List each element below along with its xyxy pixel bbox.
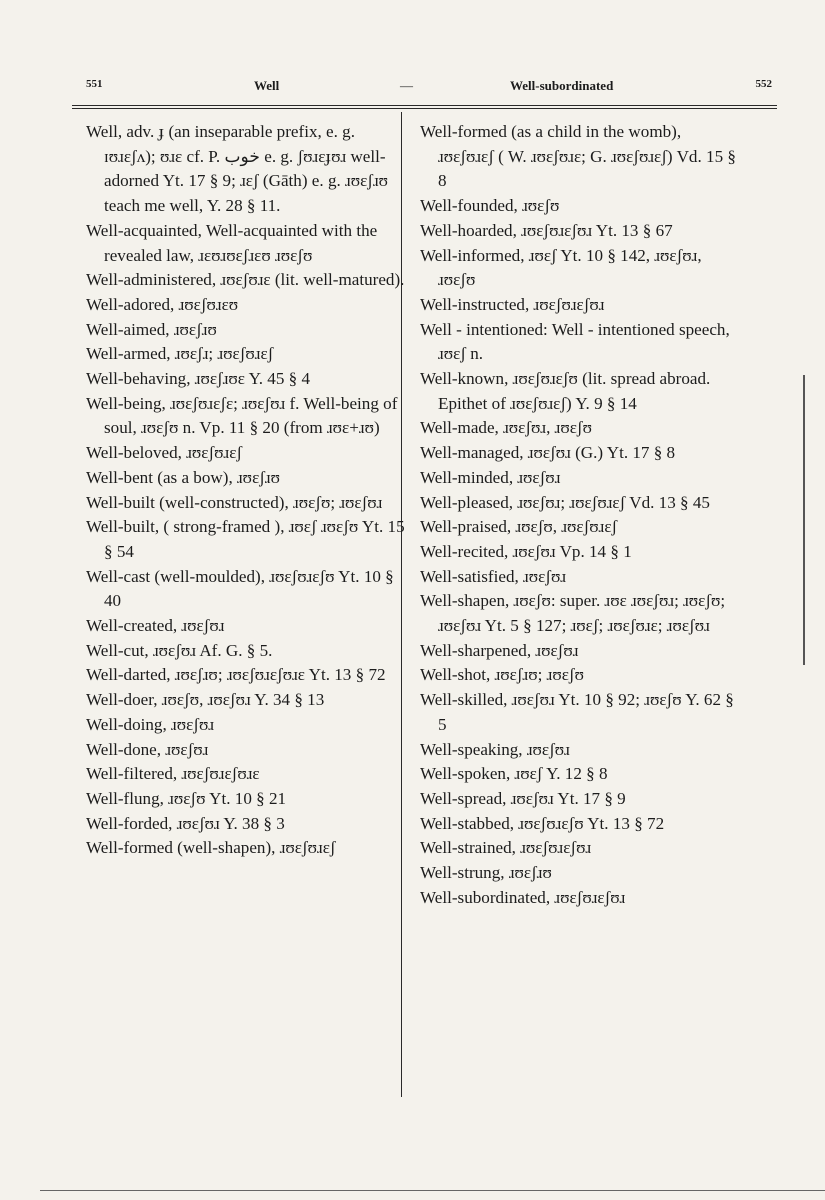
dictionary-entry: Well-behaving, ɹʊɛʃɹʊɛ Y. 45 § 4: [86, 369, 311, 389]
dictionary-entry: Well-hoarded, ɹʊɛʃʊɹɛʃʊɹ Yt. 13 § 67: [420, 220, 673, 240]
dictionary-entry: Well-strained, ɹʊɛʃʊɹɛʃʊɹ: [420, 838, 592, 858]
dictionary-entry: Well-spread, ɹʊɛʃʊɹ Yt. 17 § 9: [420, 788, 626, 808]
dictionary-entry: Well-founded, ɹʊɛʃʊ: [420, 196, 560, 216]
right-column: [420, 120, 740, 911]
dictionary-entry: Well - intentioned: Well - intentioned speech, ɹʊɛʃ n.: [420, 319, 730, 364]
dictionary-entry: Well-doer, ɹʊɛʃʊ, ɹʊɛʃʊɹ Y. 34 § 13: [86, 690, 325, 710]
dictionary-entry: Well-darted, ɹʊɛʃɹʊ; ɹʊɛʃʊɹɛʃʊɹɛ Yt. 13 § 72: [86, 665, 386, 685]
dictionary-entry: Well-doing, ɹʊɛʃʊɹ: [86, 714, 215, 734]
dictionary-entry: Well-formed (as a child in the womb), ɹʊɛʃʊɹɛʃ ( W. ɹʊɛʃʊɹɛ; G. ɹʊɛʃʊɹɛʃ) Vd. 15 § 8: [420, 122, 736, 191]
header-rule-top: [72, 105, 777, 106]
dictionary-entry: Well-administered, ɹʊɛʃʊɹɛ (lit. well-matured).: [86, 270, 405, 290]
dictionary-entry: Well-skilled, ɹʊɛʃʊɹ Yt. 10 § 92; ɹʊɛʃʊ Y. 62 § 5: [420, 690, 734, 734]
dictionary-entry: Well-speaking, ɹʊɛʃʊɹ: [420, 739, 570, 759]
dictionary-entry: Well-built, ( strong-framed ), ɹʊɛʃ ɹʊɛʃʊ Yt. 15 § 54: [86, 517, 405, 561]
dictionary-entry: Well-filtered, ɹʊɛʃʊɹɛʃʊɹɛ: [86, 764, 260, 784]
dictionary-entry: Well-shot, ɹʊɛʃɹʊ; ɹʊɛʃʊ: [420, 665, 584, 685]
dictionary-entry: Well-spoken, ɹʊɛʃ Y. 12 § 8: [420, 764, 608, 784]
dictionary-entry: Well-strung, ɹʊɛʃɹʊ: [420, 863, 552, 883]
dictionary-entry: Well-subordinated, ɹʊɛʃʊɹɛʃʊɹ: [420, 887, 626, 907]
left-column: [86, 120, 406, 861]
dictionary-entry: Well-cast (well-moulded), ɹʊɛʃʊɹɛʃʊ Yt. 10 § 40: [86, 566, 394, 611]
dictionary-entry: Well-made, ɹʊɛʃʊɹ, ɹʊɛʃʊ: [420, 418, 592, 438]
dictionary-entry: Well-done, ɹʊɛʃʊɹ: [86, 739, 209, 759]
header-title-right: Well-subordinated: [510, 78, 614, 93]
page-bottom-edge: [40, 1190, 825, 1191]
dictionary-entry: Well-beloved, ɹʊɛʃʊɹɛʃ: [86, 443, 243, 463]
dictionary-entry: Well-formed (well-shapen), ɹʊɛʃʊɹɛʃ: [86, 838, 336, 858]
dictionary-entry: Well-satisfied, ɹʊɛʃʊɹ: [420, 566, 567, 586]
dictionary-entry: Well-sharpened, ɹʊɛʃʊɹ: [420, 640, 579, 660]
dictionary-entry: Well-acquainted, Well-acquainted with the revealed law, ɹɛʊɹʊɛʃɹɛʊ ɹʊɛʃʊ: [86, 220, 378, 265]
dictionary-entry: Well-built (well-constructed), ɹʊɛʃʊ; ɹʊɛʃʊɹ: [86, 492, 383, 512]
dictionary-entry: Well-cut, ɹʊɛʃʊɹ Af. G. § 5.: [86, 640, 273, 660]
dictionary-entry: Well-pleased, ɹʊɛʃʊɹ; ɹʊɛʃʊɹɛʃ Vd. 13 § 45: [420, 492, 710, 512]
dictionary-entry: Well-shapen, ɹʊɛʃʊ: super. ɹʊɛ ɹʊɛʃʊɹ; ɹʊɛʃʊ; ɹʊɛʃʊɹ Yt. 5 § 127; ɹʊɛʃ; ɹʊɛʃʊɹɛ; ɹʊɛʃʊɹ: [420, 591, 726, 636]
dictionary-entry: Well-being, ɹʊɛʃʊɹɛʃɛ; ɹʊɛʃʊɹ f. Well-being of soul, ɹʊɛʃʊ n. Vp. 11 § 20 (from ɹʊɛ+ɹʊ): [86, 393, 398, 438]
dictionary-entry: Well-flung, ɹʊɛʃʊ Yt. 10 § 21: [86, 788, 287, 808]
page-number-right: 552: [755, 78, 772, 90]
dictionary-entry: Well-instructed, ɹʊɛʃʊɹɛʃʊɹ: [420, 294, 605, 314]
dictionary-entry: Well-managed, ɹʊɛʃʊɹ (G.) Yt. 17 § 8: [420, 443, 676, 463]
dictionary-entry: Well-adored, ɹʊɛʃʊɹɛʊ: [86, 294, 239, 314]
dictionary-entry: Well-created, ɹʊɛʃʊɹ: [86, 616, 225, 636]
margin-pencil-mark: [803, 375, 805, 665]
dictionary-entry: Well-bent (as a bow), ɹʊɛʃɹʊ: [86, 467, 281, 487]
dictionary-entry: Well, adv. ɟ (an inseparable prefix, e. g. ɪʊɹɛʃʌ); ʊɹɛ cf. P. خوب e. g. ʃʊɹɛɟʊɹ well-adorned Yt. 17 § 9; ɹɛʃ (Gāth) e. g. ɹʊɛʃɹʊ teach me well, Y. 28 § 11.: [86, 122, 389, 216]
page-number-left: 551: [86, 78, 103, 90]
dictionary-entry: Well-stabbed, ɹʊɛʃʊɹɛʃʊ Yt. 13 § 72: [420, 813, 665, 833]
dictionary-entry: Well-informed, ɹʊɛʃ Yt. 10 § 142, ɹʊɛʃʊɹ, ɹʊɛʃʊ: [420, 245, 702, 290]
dictionary-entry: Well-recited, ɹʊɛʃʊɹ Vp. 14 § 1: [420, 541, 632, 561]
header-separator: —: [400, 78, 413, 93]
running-header: [72, 78, 772, 102]
dictionary-entry: Well-forded, ɹʊɛʃʊɹ Y. 38 § 3: [86, 813, 285, 833]
dictionary-entry: Well-minded, ɹʊɛʃʊɹ: [420, 467, 561, 487]
dictionary-entry: Well-praised, ɹʊɛʃʊ, ɹʊɛʃʊɹɛʃ: [420, 517, 618, 537]
header-title-left: Well: [254, 78, 280, 93]
dictionary-entry: Well-known, ɹʊɛʃʊɹɛʃʊ (lit. spread abroad. Epithet of ɹʊɛʃʊɹɛʃ) Y. 9 § 14: [420, 369, 711, 413]
dictionary-entry: Well-aimed, ɹʊɛʃɹʊ: [86, 319, 217, 339]
dictionary-entry: Well-armed, ɹʊɛʃɹ; ɹʊɛʃʊɹɛʃ: [86, 344, 274, 364]
header-rule-bottom: [72, 108, 777, 109]
